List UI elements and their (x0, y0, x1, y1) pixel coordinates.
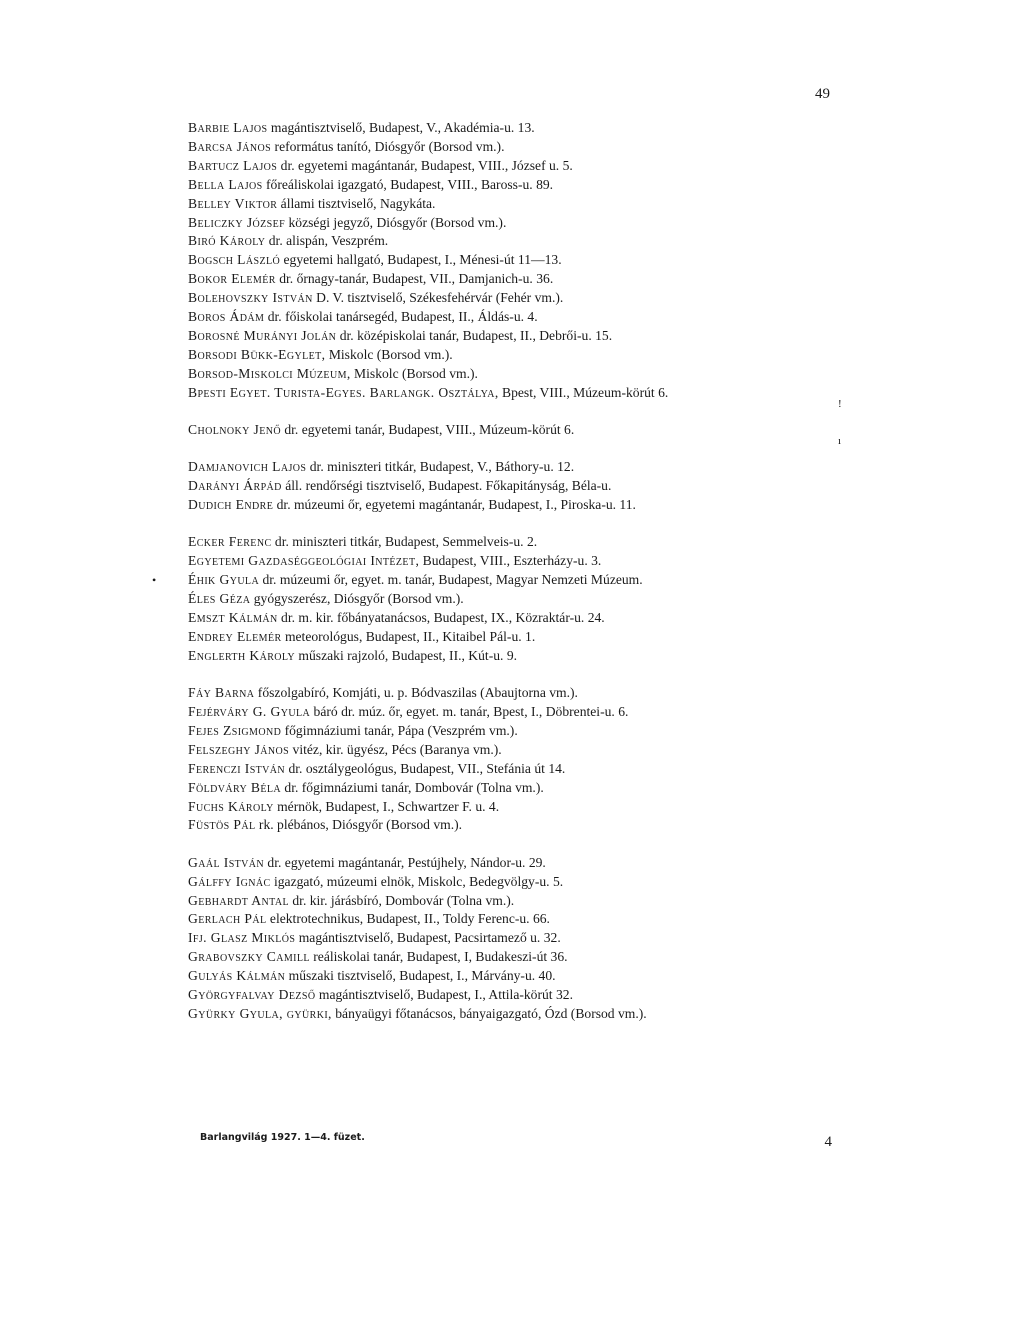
member-details: elektrotechnikus, Budapest, II., Toldy Ferenc-u. 66. (266, 911, 550, 927)
member-name: Borsod-Miskolci Múzeum, (188, 365, 351, 381)
member-entry (188, 910, 848, 929)
member-details: egyetemi hallgató, Budapest, I., Ménesi-út 11—13. (280, 252, 562, 268)
member-name: Bogsch László (188, 252, 281, 268)
member-details: áll. rendőrségi tisztviselő, Budapest. Főkapitányság, Béla-u. (281, 478, 612, 494)
member-entry (188, 552, 848, 571)
letter-group (152, 533, 848, 665)
member-details: mérnök, Budapest, I., Schwartzer F. u. 4. (273, 798, 500, 814)
member-entry (188, 929, 848, 948)
member-entry (188, 892, 848, 911)
member-name: Füstös Pál (188, 817, 256, 833)
member-name: Éles Géza (188, 591, 251, 607)
member-entry (188, 327, 848, 346)
member-name: Borsodi Bükk-Egylet, (188, 346, 326, 362)
member-entry (188, 741, 848, 760)
member-details: református tanító, Diósgyőr (Borsod vm.). (271, 138, 505, 154)
footer-sheet-number: 4 (824, 1134, 832, 1150)
member-details: főreáliskolai igazgató, Budapest, VIII., Baross-u. 89. (262, 176, 554, 192)
member-details: dr. osztálygeológus, Budapest, VII., Stefánia út 14. (285, 760, 566, 776)
member-details: dr. alispán, Veszprém. (265, 233, 389, 249)
member-details: dr. miniszteri titkár, Budapest, V., Báthory-u. 12. (306, 459, 575, 475)
member-entry (188, 346, 848, 365)
member-entry (188, 590, 848, 609)
member-name: Emszt Kálmán (188, 610, 278, 626)
member-name: Felszeghy János (188, 741, 290, 757)
member-entry (188, 157, 848, 176)
page-number: 49 (815, 86, 830, 102)
member-details: községi jegyző, Diósgyőr (Borsod vm.). (285, 214, 507, 230)
member-details: magántisztviselő, Budapest, V., Akadémia-u. 13. (267, 120, 535, 135)
member-details: dr. múzeumi őr, egyet. m. tanár, Budapest, Magyar Nemzeti Múzeum. (259, 572, 643, 588)
member-entry (188, 270, 848, 289)
member-details: főgimnáziumi tanár, Pápa (Veszprém vm.). (281, 722, 518, 738)
member-entry (188, 365, 848, 384)
member-entry (188, 232, 848, 251)
member-name: Bella Lajos (188, 176, 263, 192)
member-name: Éhik Gyula (188, 572, 260, 588)
margin-mark: ! (838, 397, 842, 410)
member-name: Gyürky Gyula, gyürki, (188, 1006, 332, 1022)
member-name: Ecker Ferenc (188, 534, 272, 550)
member-name: Gebhardt Antal (188, 892, 289, 908)
member-name: Belley Viktor (188, 195, 278, 211)
member-details: Miskolc (Borsod vm.). (350, 365, 478, 381)
member-name: Boros Ádám (188, 309, 265, 325)
member-details: dr. főgimnáziumi tanár, Dombovár (Tolna vm.). (281, 779, 544, 795)
member-name: Bpesti Egyet. Turista-Egyes. Barlangk. Osztálya, (188, 384, 499, 400)
member-entry (188, 948, 848, 967)
member-details: dr. egyetemi magántanár, Pestújhely, Nándor-u. 29. (264, 854, 546, 870)
member-name: Damjanovich Lajos (188, 459, 307, 475)
member-details: magántisztviselő, Budapest, I., Attila-körút 32. (315, 987, 573, 1003)
member-entry (188, 176, 848, 195)
member-details: magántisztviselő, Budapest, Pacsirtamező u. 32. (295, 930, 561, 946)
member-name: Englerth Károly (188, 647, 296, 663)
member-details: igazgató, múzeumi elnök, Miskolc, Bedegvölgy-u. 5. (270, 873, 564, 889)
member-entry (188, 722, 848, 741)
letter-group (188, 458, 848, 515)
member-entry (188, 854, 848, 873)
member-details: dr. középiskolai tanár, Budapest, II., Debrői-u. 15. (336, 327, 613, 343)
member-entry (188, 684, 848, 703)
member-entry (188, 628, 848, 647)
margin-mark: • (152, 573, 157, 588)
member-entry (188, 798, 848, 817)
member-details: rk. plébános, Diósgyőr (Borsod vm.). (255, 817, 463, 833)
member-entry (188, 119, 848, 138)
member-entry (188, 421, 848, 447)
member-entry (188, 779, 848, 798)
member-name: Gulyás Kálmán (188, 968, 286, 984)
member-entry (188, 760, 848, 779)
member-entry (188, 308, 848, 327)
member-details: D. V. tisztviselő, Székesfehérvár (Fehér vm.). (312, 290, 564, 306)
member-name: Ferenczi István (188, 760, 286, 776)
member-name: Biró Károly (188, 233, 266, 249)
member-name: Barbie Lajos (188, 120, 268, 135)
footer-source: Barlangvilág 1927. 1—4. füzet. (200, 1132, 365, 1143)
member-name: Egyetemi Gazdaséggeológiai Intézet, (188, 553, 420, 569)
member-details: állami tisztviselő, Nagykáta. (277, 195, 436, 211)
member-details: Miskolc (Borsod vm.). (325, 346, 453, 362)
member-name: Endrey Elemér (188, 628, 282, 644)
member-name: Bolehovszky István (188, 290, 313, 306)
member-name: Barcsa János (188, 138, 272, 154)
letter-group (188, 684, 848, 835)
member-details: műszaki rajzoló, Budapest, II., Kút-u. 9. (295, 647, 518, 663)
member-name: Cholnoky Jenő (188, 421, 281, 437)
letter-group (188, 119, 848, 410)
member-name: Földváry Béla (188, 779, 281, 795)
member-name: Bartucz Lajos (188, 157, 278, 173)
member-entry (188, 873, 848, 892)
member-entry (188, 703, 848, 722)
member-entry (188, 384, 848, 410)
member-entry (188, 1005, 848, 1024)
member-name: Györgyfalvay Dezső (188, 987, 316, 1003)
member-name: Dudich Endre (188, 497, 274, 513)
member-details: vitéz, kir. ügyész, Pécs (Baranya vm.). (289, 741, 502, 757)
member-name: Fáy Barna (188, 685, 255, 701)
margin-mark: ı (838, 434, 842, 447)
member-details: reáliskolai tanár, Budapest, I, Budakeszi-út 36. (309, 949, 568, 965)
page-footer (200, 1132, 832, 1150)
letter-group (188, 854, 848, 1024)
member-entry (188, 533, 848, 552)
member-details: dr. őrnagy-tanár, Budapest, VII., Damjanich-u. 36. (275, 271, 554, 287)
member-name: Bokor Elemér (188, 271, 276, 287)
member-details: dr. kir. járásbíró, Dombovár (Tolna vm.). (288, 892, 515, 908)
member-name: Gerlach Pál (188, 911, 267, 927)
member-entry (188, 647, 848, 666)
member-name: Fejérváry G. Gyula (188, 704, 311, 720)
member-entry (188, 609, 848, 628)
member-entry (152, 571, 848, 590)
member-entry (188, 214, 848, 233)
member-entry (188, 138, 848, 157)
member-name: Borosné Murányi Jolán (188, 327, 337, 343)
member-entry (188, 458, 848, 477)
member-details: dr. múzeumi őr, egyetemi magántanár, Budapest, I., Piroska-u. 11. (273, 497, 636, 513)
letter-group (188, 421, 848, 447)
member-entry (188, 289, 848, 308)
member-details: meteorológus, Budapest, II., Kitaibel Pál-u. 1. (281, 628, 536, 644)
member-entry (188, 251, 848, 270)
member-details: dr. egyetemi tanár, Budapest, VIII., Múzeum-körút 6. (280, 421, 575, 437)
member-details: dr. egyetemi magántanár, Budapest, VIII., József u. 5. (277, 157, 573, 173)
member-details: műszaki tisztviselő, Budapest, I., Márvány-u. 40. (285, 968, 556, 984)
member-details: dr. miniszteri titkár, Budapest, Semmelveis-u. 2. (271, 534, 538, 550)
member-name: Gaál István (188, 854, 265, 870)
member-name: Ifj. Glasz Miklós (188, 930, 296, 946)
member-name: Fejes Zsigmond (188, 722, 282, 738)
member-entry (188, 477, 848, 496)
member-name: Beliczky József (188, 214, 286, 230)
member-details: Bpest, VIII., Múzeum-körút 6. (498, 384, 669, 400)
member-details: gyógyszerész, Diósgyőr (Borsod vm.). (250, 591, 464, 607)
member-details: báró dr. múz. őr, egyet. m. tanár, Bpest, I., Döbrentei-u. 6. (310, 704, 629, 720)
member-details: Budapest, VIII., Eszterházy-u. 3. (419, 553, 602, 569)
member-entry (188, 986, 848, 1005)
member-details: dr. főiskolai tanársegéd, Budapest, II., Áldás-u. 4. (264, 309, 538, 325)
member-name: Fuchs Károly (188, 798, 274, 814)
member-details: dr. m. kir. főbányatanácsos, Budapest, IX., Közraktár-u. 24. (277, 610, 605, 626)
member-entry (188, 816, 848, 835)
member-name: Gálffy Ignác (188, 873, 271, 889)
member-list (152, 119, 848, 1042)
member-entry (188, 967, 848, 986)
member-entry (188, 195, 848, 214)
member-name: Darányi Árpád (188, 478, 282, 494)
member-details: bányaügyi főtanácsos, bányaigazgató, Ózd (Borsod vm.). (331, 1006, 647, 1022)
member-entry (188, 496, 848, 515)
member-name: Grabovszky Camill (188, 949, 310, 965)
member-details: főszolgabíró, Komjáti, u. p. Bódvaszilas (Abaujtorna vm.). (254, 685, 578, 701)
